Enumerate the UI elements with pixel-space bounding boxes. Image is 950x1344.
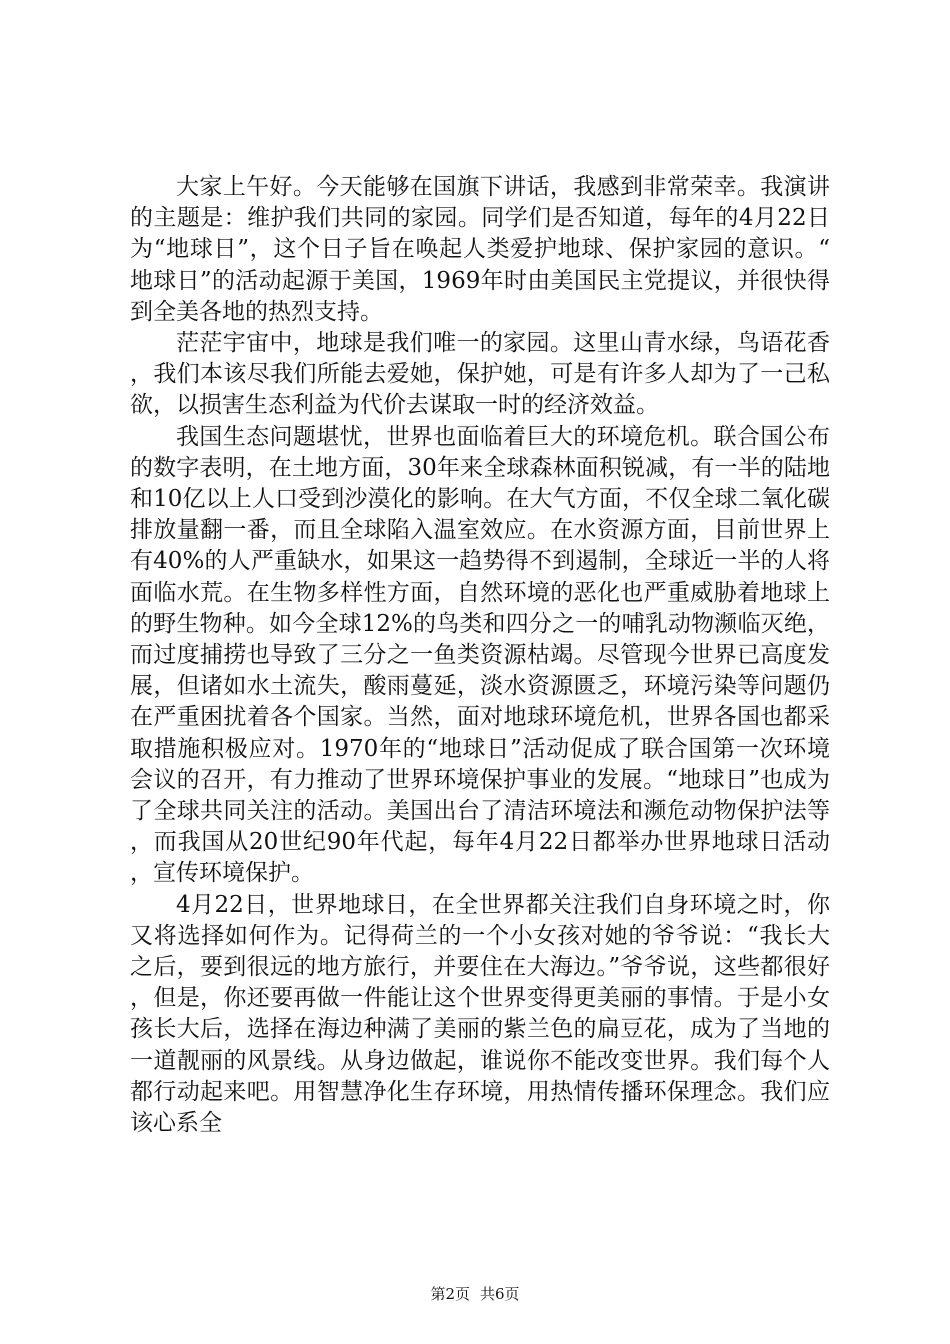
paragraph-2: 茫茫宇宙中，地球是我们唯一的家园。这里山青水绿，鸟语花香，我们本该尽我们所能去爱她，保护她，可是有许多人却为了一己私欲，以损害生态利益为代价去谋取一时的经济效益。 (130, 330, 830, 419)
page-number: 第2页 (430, 1285, 470, 1303)
paragraph-1: 大家上午好。今天能够在国旗下讲话，我感到非常荣幸。我演讲的主题是：维护我们共同的家园。同学们是否知道，每年的4月22日为“地球日”，这个日子旨在唤起人类爱护地球、保护家园的意识。“地球日”的活动起源于美国，1969年时由美国民主党提议，并很快得到全美各地的热烈支持。 (130, 174, 830, 325)
page-footer (0, 1284, 950, 1304)
paragraph-4: 4月22日，世界地球日，在全世界都关注我们自身环境之时，你又将选择如何作为。记得荷兰的一个小女孩对她的爷爷说：“我长大之后，要到很远的地方旅行，并要住在大海边。”爷爷说，这些都很好，但是，你还要再做一件能让这个世界变得更美丽的事情。于是小女孩长大后，选择在海边种满了美丽的紫兰色的扁豆花，成为了当地的一道靓丽的风景线。从身边做起，谁说你不能改变世界。我们每个人都行动起来吧。用智慧净化生存环境，用热情传播环保理念。我们应该心系全 (130, 891, 830, 1137)
document-body (130, 172, 830, 1139)
paragraph-3: 我国生态问题堪忧，世界也面临着巨大的环境危机。联合国公布的数字表明，在土地方面，30年来全球森林面积锐减，有一半的陆地和10亿以上人口受到沙漠化的影响。在大气方面，不仅全球二氧化碳排放量翻一番，而且全球陷入温室效应。在水资源方面，目前世界上有40%的人严重缺水，如果这一趋势得不到遏制，全球近一半的人将面临水荒。在生物多样性方面，自然环境的恶化也严重威胁着地球上的野生物种。如今全球12%的鸟类和四分之一的哺乳动物濒临灭绝，而过度捕捞也导致了三分之一鱼类资源枯竭。尽管现今世界已高度发展，但诸如水土流失，酸雨蔓延，淡水资源匮乏，环境污染等问题仍在严重困扰着各个国家。当然，面对地球环境危机，世界各国也都采取措施积极应对。1970年的“地球日”活动促成了联合国第一次环境会议的召开，有力推动了世界环境保护事业的发展。“地球日”也成为了全球共同关注的活动。美国出台了清洁环境法和濒危动物保护法等，而我国从20世纪90年代起，每年4月22日都举办世界地球日活动，宣传环境保护。 (130, 423, 830, 887)
page-total: 共6页 (480, 1285, 520, 1303)
